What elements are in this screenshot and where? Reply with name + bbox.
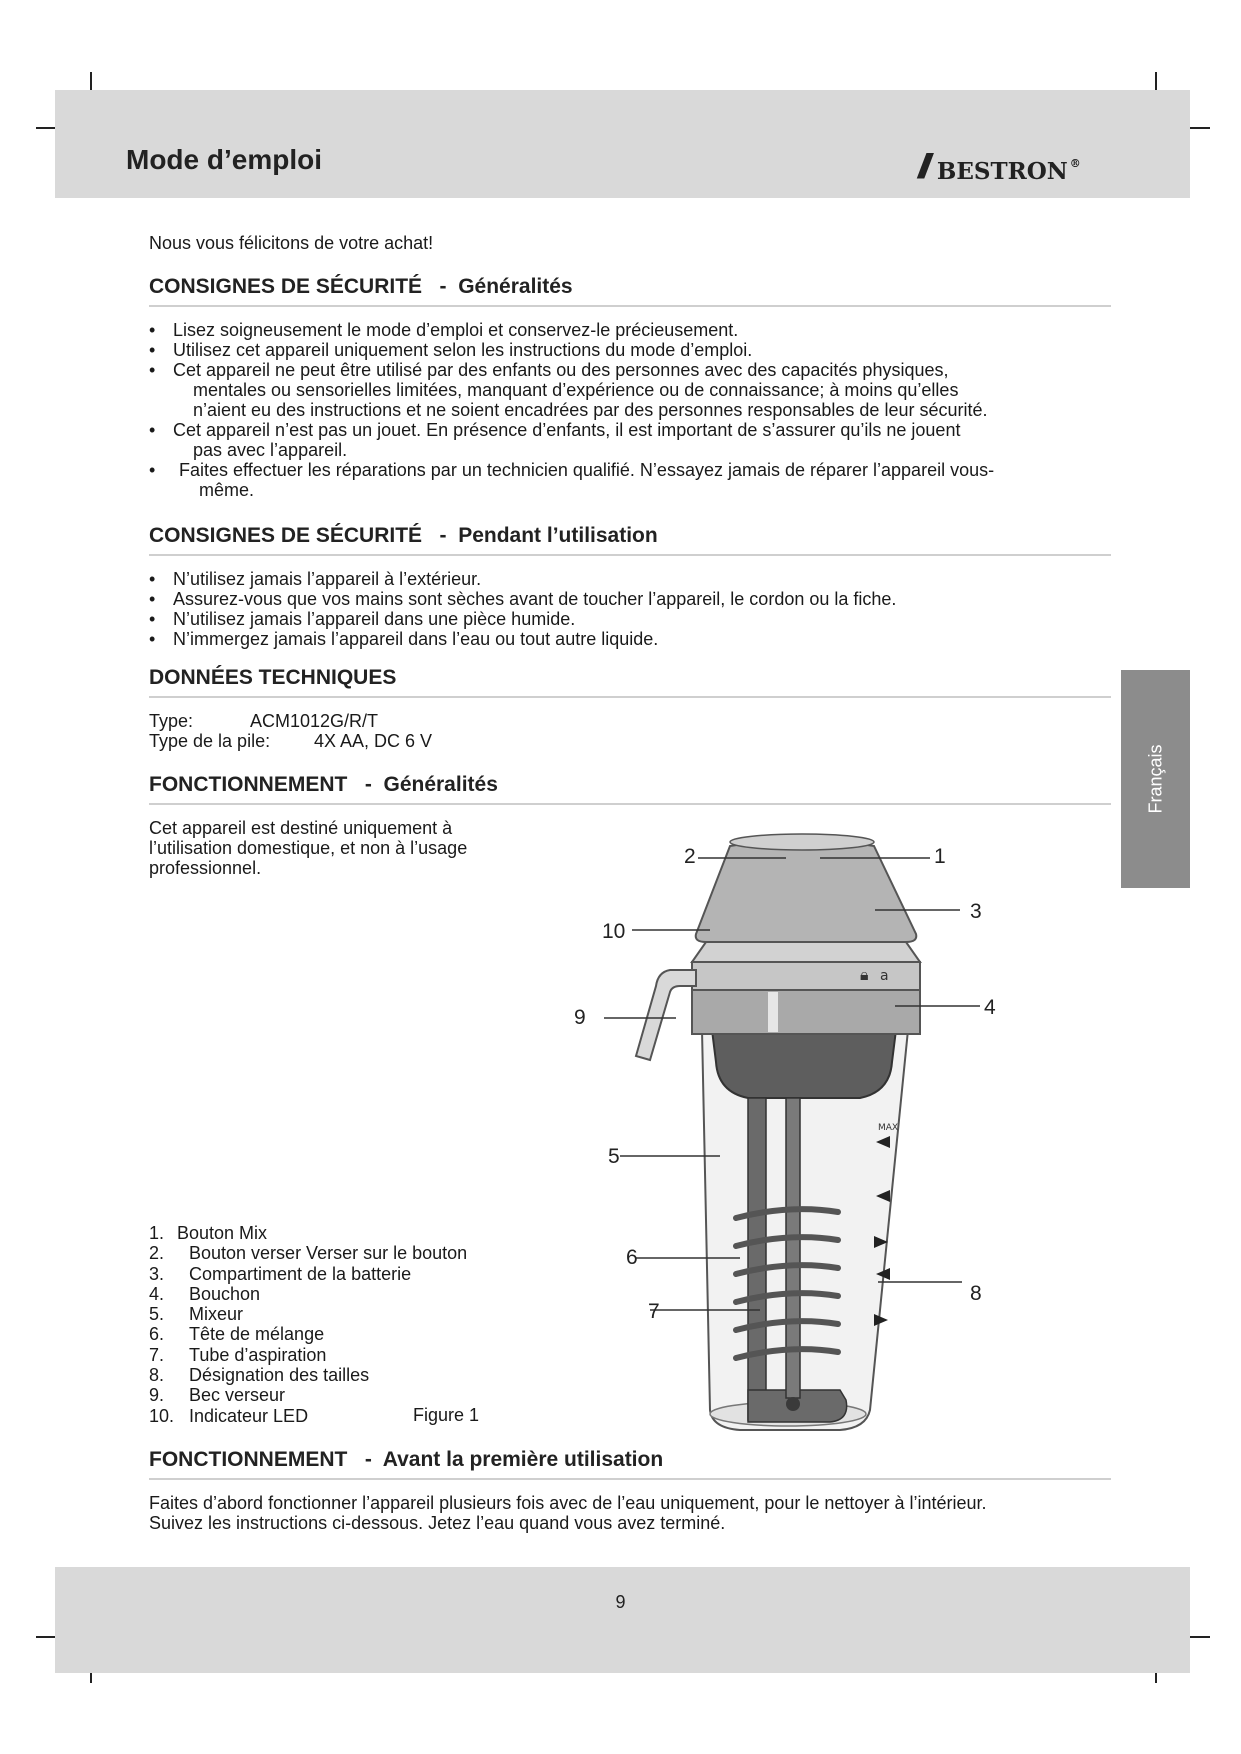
page-title: Mode d’emploi xyxy=(126,144,322,175)
logo-mark: // xyxy=(918,147,925,186)
spec-type: Type: ACM1012G/R/T xyxy=(149,711,379,731)
safety-use-list xyxy=(149,569,1109,649)
safety-general-list xyxy=(149,320,1109,500)
list-item: • Utilisez cet appareil uniquement selon les instructions du mode d’emploi. xyxy=(149,340,1109,360)
list-item: 3. Compartiment de la batterie xyxy=(149,1263,412,1284)
callout-2: 2 xyxy=(684,845,696,868)
list-item: 5. Mixeur xyxy=(149,1304,244,1325)
list-item: 4. Bouchon xyxy=(149,1283,261,1304)
shaft-tip xyxy=(786,1397,800,1411)
mixer-housing xyxy=(712,1030,896,1098)
pour-spout xyxy=(636,970,696,1060)
parts-list xyxy=(149,1223,467,1426)
cap-highlight xyxy=(768,992,778,1032)
list-item: • Assurez-vous que vos mains sont sèches avant de toucher l’appareil, le cordon ou la fiche. xyxy=(149,589,1109,609)
mixer-shaft xyxy=(748,1098,766,1420)
callout-3: 3 xyxy=(970,900,982,923)
section-rule xyxy=(149,696,1111,698)
list-item: • N’utilisez jamais l’appareil dans une pièce humide. xyxy=(149,609,1109,629)
cap-band xyxy=(692,990,920,1034)
list-item: • Faites effectuer les réparations par un technicien qualifié. N’essayez jamais de réparer l’appareil vous- même. xyxy=(149,460,1109,500)
list-item: • N’immergez jamais l’appareil dans l’eau ou tout autre liquide. xyxy=(149,629,1109,649)
spec-battery: Type de la pile: 4X AA, DC 6 V xyxy=(149,731,433,751)
section-rule xyxy=(149,305,1111,307)
list-item: • Cet appareil n’est pas un jouet. En présence d’enfants, il est important de s’assurer qu’ils ne jouent pas avec l’appareil. xyxy=(149,420,1109,460)
list-item: 8. Désignation des tailles xyxy=(149,1365,370,1386)
heading-safety-use: CONSIGNES DE SÉCURITÉ - Pendant l’utilisation xyxy=(149,524,658,547)
section-rule xyxy=(149,803,1111,805)
lock-icon: 🔒︎ xyxy=(860,965,869,984)
list-item: 10. Indicateur LED xyxy=(149,1405,309,1426)
callout-10: 10 xyxy=(602,920,626,943)
battery-compartment xyxy=(696,840,917,942)
operation-text: Cet appareil est destiné uniquement à l’utilisation domestique, et non à l’usage professionnel. xyxy=(149,818,468,878)
callout-1: 1 xyxy=(934,845,946,868)
intro-text: Nous vous félicitons de votre achat! xyxy=(149,233,434,253)
list-item: • Cet appareil ne peut être utilisé par des enfants ou des personnes avec des capacités physiques, mentales ou sensorielles limitées, manquant d’expérience ou de connaissance; à moins qu’elles n’aient eu des instructions et ne soient encadrées par des personnes responsables de leur sécurité. xyxy=(149,360,1109,420)
callout-4: 4 xyxy=(984,996,996,1019)
list-item: • N’utilisez jamais l’appareil à l’extérieur. xyxy=(149,569,1109,589)
page-number: 9 xyxy=(615,1592,626,1612)
callout-7: 7 xyxy=(648,1300,660,1323)
list-item: 7. Tube d’aspiration xyxy=(149,1344,327,1365)
unlock-icon: a xyxy=(880,968,889,984)
section-rule xyxy=(149,1478,1111,1480)
inner-shaft xyxy=(786,1098,800,1398)
callout-6: 6 xyxy=(626,1246,638,1269)
max-mark: MAX xyxy=(878,1123,899,1133)
callout-5: 5 xyxy=(608,1145,620,1168)
list-item: 2. Bouton verser Verser sur le bouton xyxy=(149,1243,468,1264)
list-item: 9. Bec verseur xyxy=(149,1385,286,1406)
footer-band xyxy=(55,1567,1190,1673)
bestron-logo xyxy=(918,144,1081,190)
list-item: 6. Tête de mélange xyxy=(149,1324,325,1345)
callout-8: 8 xyxy=(970,1282,982,1305)
section-rule xyxy=(149,554,1111,556)
heading-operation-general: FONCTIONNEMENT - Généralités xyxy=(149,773,498,796)
first-use-text: Faites d’abord fonctionner l’appareil plusieurs fois avec de l’eau uniquement, pour le nettoyer à l’intérieur. Suivez les instructions ci-dessous. Jetez l’eau quand vous avez terminé. xyxy=(149,1493,987,1533)
language-tab: Français xyxy=(1121,670,1190,888)
list-item: • Lisez soigneusement le mode d’emploi et conservez-le précieusement. xyxy=(149,320,1109,340)
logo-word: bestron ® xyxy=(936,147,1081,187)
callout-9: 9 xyxy=(574,1006,586,1029)
heading-first-use: FONCTIONNEMENT - Avant la première utilisation xyxy=(149,1448,664,1471)
heading-safety-general: CONSIGNES DE SÉCURITÉ - Généralités xyxy=(149,275,573,298)
led-ring xyxy=(692,942,920,962)
mix-button xyxy=(730,834,874,850)
list-item: 1. Bouton Mix xyxy=(149,1223,268,1243)
figure-caption: Figure 1 xyxy=(413,1405,480,1425)
heading-tech-data: DONNÉES TECHNIQUES xyxy=(149,666,397,689)
